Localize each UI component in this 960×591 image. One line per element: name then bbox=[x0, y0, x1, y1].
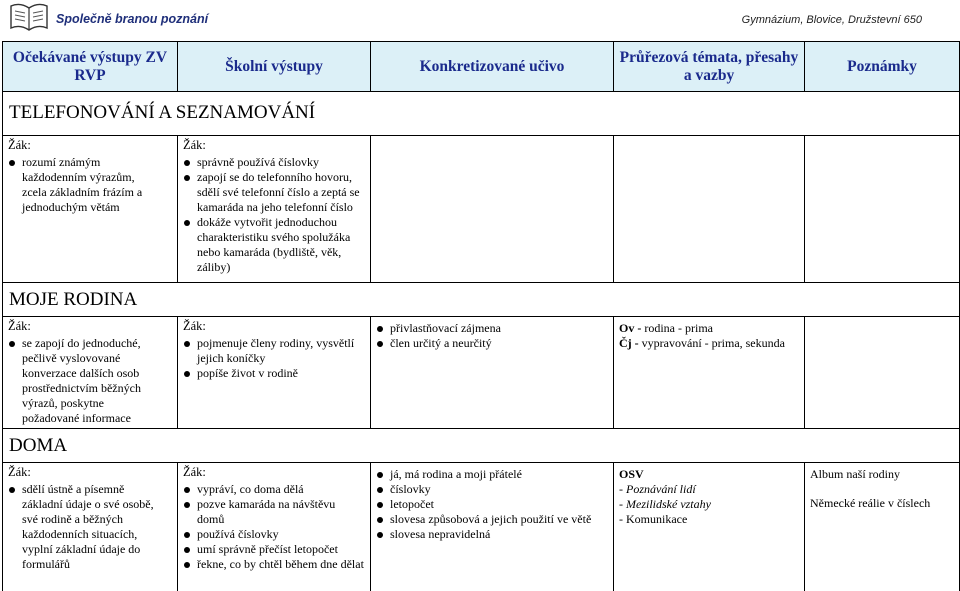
list-item: popíše život v rodině bbox=[183, 366, 365, 381]
list-item: rozumí známým každodenním výrazům, zcela základním frázím a jednoduchým větám bbox=[8, 155, 172, 215]
ucivo-cell bbox=[371, 136, 614, 283]
temata-line: Čj - vypravování - prima, sekunda bbox=[619, 336, 785, 350]
list-item: umí správně přečíst letopočet bbox=[183, 542, 365, 557]
zak-label: Žák: bbox=[183, 465, 206, 479]
temata-line: - Poznávání lidí bbox=[619, 482, 696, 496]
list-item: vypráví, co doma dělá bbox=[183, 482, 365, 497]
column-header: Očekávané výstupy ZV RVP bbox=[3, 42, 178, 92]
list-item: správně používá číslovky bbox=[183, 155, 365, 170]
zak-label: Žák: bbox=[183, 138, 206, 152]
temata-line: - Komunikace bbox=[619, 512, 688, 526]
page-header bbox=[0, 0, 960, 40]
vystupy-cell bbox=[178, 317, 371, 429]
book-logo-icon bbox=[8, 2, 50, 32]
temata-line: Ov - rodina - prima bbox=[619, 321, 713, 335]
temata-line: - Mezilidské vztahy bbox=[619, 497, 711, 511]
rvp-cell bbox=[3, 463, 178, 591]
column-header: Konkretizované učivo bbox=[371, 42, 614, 92]
poznamky-cell bbox=[805, 317, 960, 429]
zak-label: Žák: bbox=[8, 319, 31, 333]
list-item: používá číslovky bbox=[183, 527, 365, 542]
section-row bbox=[3, 429, 960, 463]
vystupy-cell bbox=[178, 463, 371, 591]
list-item: zapojí se do telefonního hovoru, sdělí své telefonní číslo a zeptá se kamaráda na jeho telefonní číslo bbox=[183, 170, 365, 215]
section-row bbox=[3, 92, 960, 136]
zak-label: Žák: bbox=[8, 138, 31, 152]
list-item: přivlastňovací zájmena bbox=[376, 321, 608, 336]
temata-head: OSV bbox=[619, 467, 644, 481]
vystupy-cell bbox=[178, 136, 371, 283]
list-item: se zapojí do jednoduché, pečlivě vyslovované konverzace dalších osob prostřednictvím běžných výrazů, poskytne požadované informace bbox=[8, 336, 172, 426]
zak-label: Žák: bbox=[8, 465, 31, 479]
table-row bbox=[3, 463, 960, 591]
section-title: MOJE RODINA bbox=[3, 283, 960, 317]
rvp-cell bbox=[3, 136, 178, 283]
section-title: DOMA bbox=[3, 429, 960, 463]
ucivo-cell bbox=[371, 463, 614, 591]
note-line: Album naší rodiny bbox=[810, 467, 900, 481]
poznamky-cell bbox=[805, 136, 960, 283]
column-header: Školní výstupy bbox=[178, 42, 371, 92]
ucivo-cell bbox=[371, 317, 614, 429]
list-item: číslovky bbox=[376, 482, 608, 497]
temata-cell bbox=[614, 463, 805, 591]
table-row bbox=[3, 317, 960, 429]
school-name: Gymnázium, Blovice, Družstevní 650 bbox=[741, 14, 922, 26]
list-item: sdělí ústně a písemně základní údaje o své osobě, své rodině a běžných každodenních situacích, vyplní základní údaje do formulářů bbox=[8, 482, 172, 572]
curriculum-table bbox=[2, 41, 960, 591]
zak-label: Žák: bbox=[183, 319, 206, 333]
list-item: slovesa způsobová a jejich použití ve větě bbox=[376, 512, 608, 527]
note-line: Německé reálie v číslech bbox=[810, 496, 931, 510]
column-header: Průřezová témata, přesahy a vazby bbox=[614, 42, 805, 92]
rvp-cell bbox=[3, 317, 178, 429]
list-item: dokáže vytvořit jednoduchou charakteristiku svého spolužáka nebo kamaráda (bydliště, věk, záliby) bbox=[183, 215, 365, 275]
table-header-row bbox=[3, 42, 960, 92]
section-title: TELEFONOVÁNÍ A SEZNAMOVÁNÍ bbox=[3, 92, 960, 136]
list-item: letopočet bbox=[376, 497, 608, 512]
list-item: pozve kamaráda na návštěvu domů bbox=[183, 497, 365, 527]
list-item: řekne, co by chtěl během dne dělat bbox=[183, 557, 365, 572]
temata-cell bbox=[614, 136, 805, 283]
poznamky-cell bbox=[805, 463, 960, 591]
brand-title: Společně branou poznání bbox=[56, 12, 209, 26]
section-row bbox=[3, 283, 960, 317]
table-row bbox=[3, 136, 960, 283]
temata-cell bbox=[614, 317, 805, 429]
list-item: člen určitý a neurčitý bbox=[376, 336, 608, 351]
column-header: Poznámky bbox=[805, 42, 960, 92]
list-item: já, má rodina a moji přátelé bbox=[376, 467, 608, 482]
list-item: slovesa nepravidelná bbox=[376, 527, 608, 542]
list-item: pojmenuje členy rodiny, vysvětlí jejich koníčky bbox=[183, 336, 365, 366]
